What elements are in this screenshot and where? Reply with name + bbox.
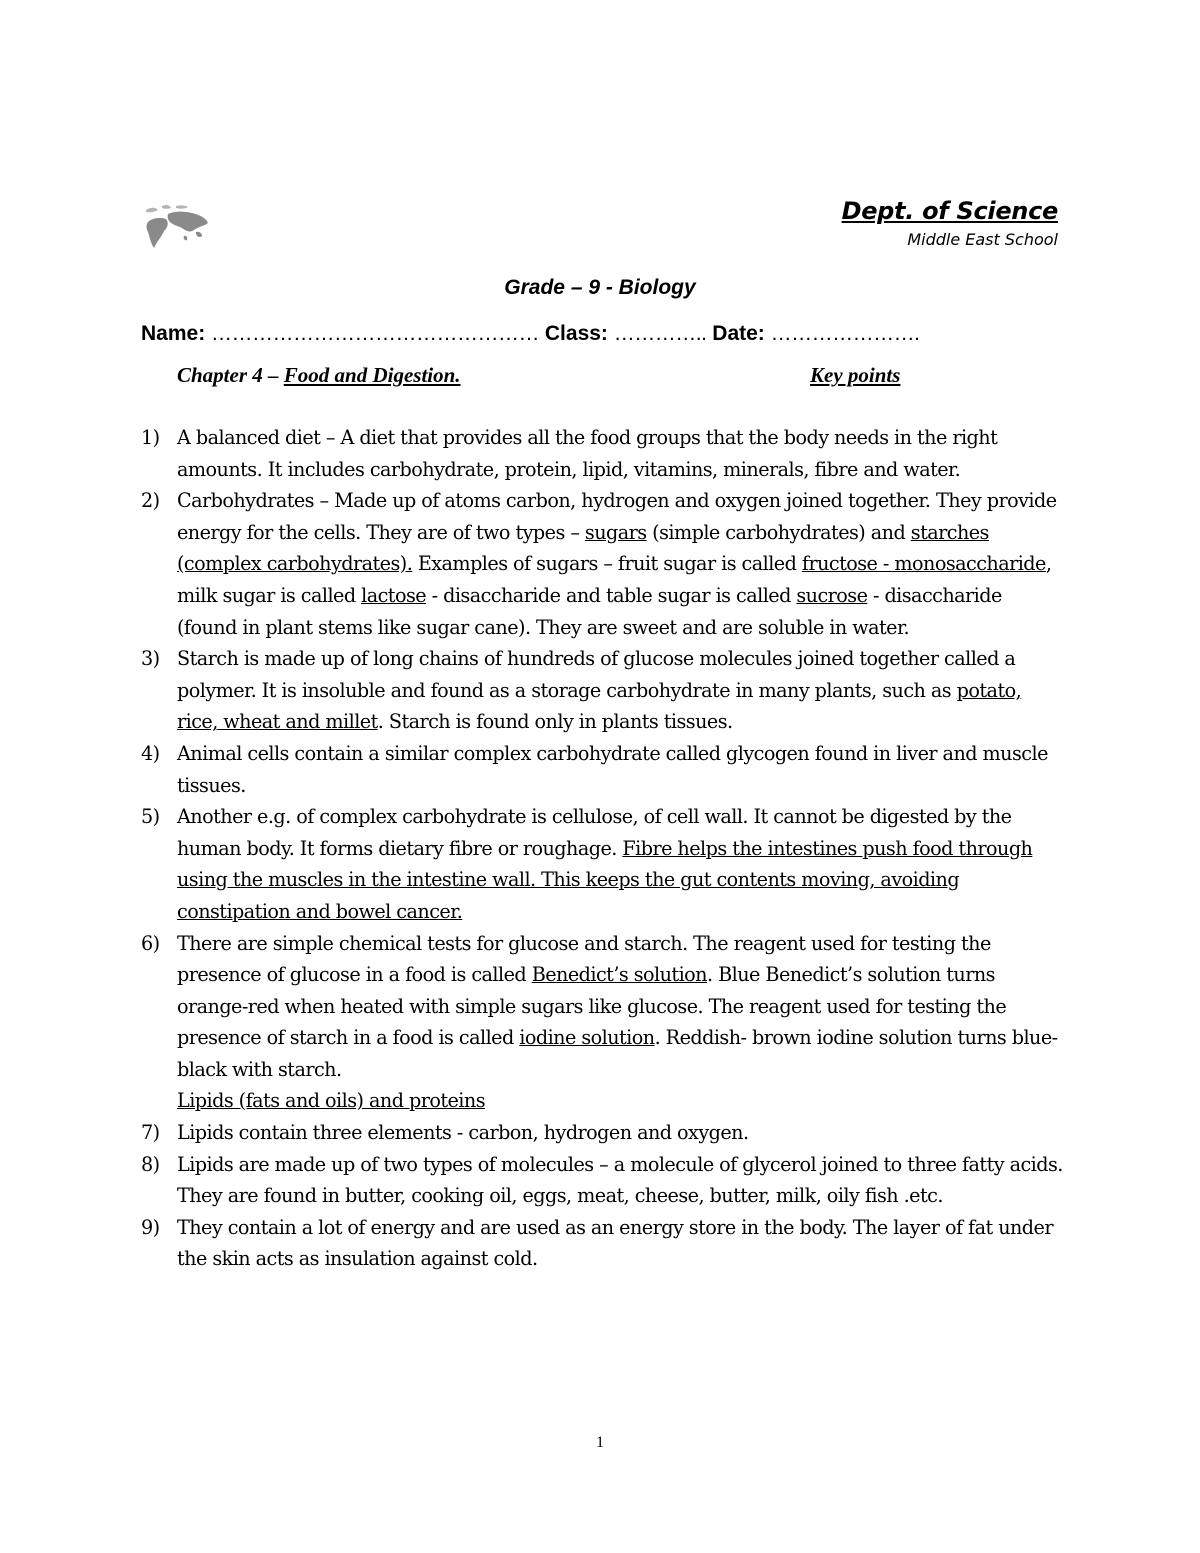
list-item xyxy=(141,1212,1063,1275)
item-text: . Blue Benedict’s solution turns orange-red when heated with simple sugars like glucose. The reagent used for testing the presence of starch in a food is called xyxy=(177,963,1007,1050)
item-text: Animal cells contain a similar complex carbohydrate called glycogen found in liver and muscle tissues. xyxy=(177,741,1048,797)
item-text: Starch is made up of long chains of hundreds of glucose molecules joined together called a polymer. It is insoluble and found as a storage carbohydrate in many plants, such as xyxy=(177,647,1016,702)
item-text: . Reddish- brown iodine solution turns blue-black with starch. xyxy=(177,1026,1058,1081)
item-number: 7) xyxy=(141,1121,160,1145)
item-text: Lipids contain three elements - carbon, hydrogen and oxygen. xyxy=(177,1121,749,1145)
name-label: Name: xyxy=(141,322,206,345)
class-blank: ………….. xyxy=(613,322,707,345)
page-number: 1 xyxy=(596,1434,604,1451)
class-label: Class: xyxy=(544,322,608,345)
name-blank: ………………………………………… xyxy=(211,322,540,345)
underlined-term: Benedict’s solution xyxy=(531,963,707,987)
date-label: Date: xyxy=(712,322,765,345)
underlined-term: sucrose xyxy=(796,583,868,607)
list-item xyxy=(141,643,1063,738)
chapter-prefix: Chapter 4 – xyxy=(177,363,284,387)
list-item xyxy=(141,801,1063,927)
item-number: 2) xyxy=(141,489,160,513)
list-item xyxy=(141,1117,1063,1149)
item-number: 6) xyxy=(141,931,160,955)
chapter-title: Food and Digestion. xyxy=(283,363,461,387)
item-number: 3) xyxy=(141,647,160,671)
item-text: . Starch is found only in plants tissues. xyxy=(377,710,733,734)
underlined-term: fructose - monosaccharide xyxy=(801,552,1046,576)
department-header xyxy=(842,195,1058,253)
item-text: They contain a lot of energy and are used as an energy store in the body. The layer of fat under the skin acts as insulation against cold. xyxy=(177,1215,1053,1271)
item-text: , milk sugar is called xyxy=(177,552,1052,607)
underlined-term: iodine solution xyxy=(519,1026,655,1050)
item-text: Carbohydrates – Made up of atoms carbon, hydrogen and oxygen joined together. They provide energy for the cells. They are of two types – xyxy=(177,489,1057,544)
list-item xyxy=(141,485,1063,643)
underlined-term: Fibre helps the intestines push food through using the muscles in the intestine wall. This keeps the gut contents moving, avoiding constipation and bowel cancer. xyxy=(177,836,1033,923)
school-name: Middle East School xyxy=(907,230,1058,249)
item-number: 8) xyxy=(141,1152,160,1176)
item-number: 9) xyxy=(141,1215,160,1239)
key-points-label: Key points xyxy=(810,363,901,387)
student-info-row xyxy=(141,322,919,346)
item-number: 1) xyxy=(141,426,160,449)
item-text: There are simple chemical tests for glucose and starch. The reagent used for testing the presence of glucose in a food is called xyxy=(177,931,991,987)
world-map-logo-icon xyxy=(140,200,212,258)
item-number: 4) xyxy=(141,741,160,765)
dept-title: Dept. of Science xyxy=(841,197,1058,225)
grade-title: Grade – 9 - Biology xyxy=(504,276,696,299)
date-blank: …………………. xyxy=(770,322,920,345)
list-item xyxy=(141,738,1063,801)
underlined-term: starches (complex carbohydrates). xyxy=(177,520,989,576)
underlined-term: sugars xyxy=(584,520,647,544)
item-text: Another e.g. of complex carbohydrate is cellulose, of cell wall. It cannot be digested by the human body. It forms dietary fibre or roughage. xyxy=(177,805,1012,860)
item-text: Examples of sugars – fruit sugar is called xyxy=(412,552,802,576)
underlined-term: lactose xyxy=(361,583,427,607)
key-points-list xyxy=(141,422,1063,1275)
list-item xyxy=(141,422,1063,485)
list-item xyxy=(141,1149,1063,1212)
item-text: - disaccharide (found in plant stems like sugar cane). They are sweet and are soluble in water. xyxy=(177,583,1002,639)
item-text: A balanced diet – A diet that provides all the food groups that the body needs in the right amounts. It includes carbohydrate, protein, lipid, vitamins, minerals, fibre and water. xyxy=(177,426,998,481)
list-item xyxy=(141,928,1063,1086)
item-text: - disaccharide and table sugar is called xyxy=(426,583,797,607)
item-number: 5) xyxy=(141,805,160,829)
underlined-term: potato, rice, wheat and millet xyxy=(177,678,1022,734)
item-text: Lipids are made up of two types of molecules – a molecule of glycerol joined to three fatty acids. They are found in butter, cooking oil, eggs, meat, cheese, butter, milk, oily fish .etc. xyxy=(177,1152,1063,1208)
item-text: (simple carbohydrates) and xyxy=(646,520,911,544)
section-subheading: Lipids (fats and oils) and proteins xyxy=(177,1089,485,1113)
chapter-heading xyxy=(177,363,461,388)
